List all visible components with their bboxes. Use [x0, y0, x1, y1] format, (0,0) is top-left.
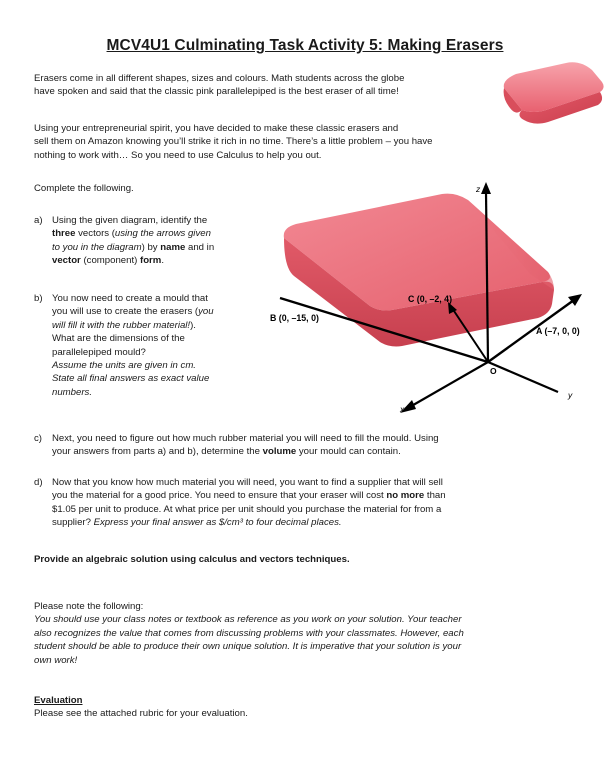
- label-b: B (0, –15, 0): [270, 313, 319, 323]
- part-c: Next, you need to figure out how much rubber material you will need to fill the mould. Using your answers from parts a) and b), determine the volume your mould can contain.: [52, 433, 439, 458]
- intro-line-1: Erasers come in all different shapes, sizes and colours. Math students across the globe: [34, 73, 405, 84]
- algebraic-solution-note: Provide an algebraic solution using calculus and vectors techniques.: [34, 554, 350, 565]
- eraser-vector-diagram: [262, 180, 610, 420]
- x-axis-label: x: [400, 404, 405, 414]
- small-eraser-image: [496, 60, 608, 128]
- part-d: Now that you know how much material you will need, you want to find a supplier that will sell you the material for a good price. You need to ensure that your eraser will cost no more than $1.05 per unit to produce. At what price per unit should you purchase the material for from a supplier? Express your final answer as $/cm³ to four decimal places.: [52, 477, 446, 529]
- label-a: A (–7, 0, 0): [536, 326, 580, 336]
- evaluation-heading: Evaluation: [34, 695, 83, 706]
- note-heading: Please note the following:: [34, 601, 144, 612]
- part-b-marker: b): [34, 293, 43, 304]
- spirit-line-1: Using your entrepreneurial spirit, you have decided to make these classic erasers and: [34, 123, 399, 134]
- label-c: C (0, –2, 4): [408, 294, 453, 304]
- origin-label: O: [490, 366, 497, 376]
- evaluation-text: Please see the attached rubric for your evaluation.: [34, 708, 248, 720]
- intro-line-2: have spoken and said that the classic pink parallelepiped is the best eraser of all time!: [34, 86, 399, 98]
- page-title: MCV4U1 Culminating Task Activity 5: Making Erasers: [106, 37, 504, 54]
- z-axis-arrow: [481, 182, 491, 194]
- y-axis-label: y: [568, 390, 573, 400]
- note-section: Please note the following: You should use your class notes or textbook as reference as you work on your solution. Your teacher also recognizes the value that comes from discussing problems with your classmates. However, each student should be able to produce their own unique solution. It is imperative that your solution is your own work!: [34, 600, 579, 667]
- part-a-marker: a): [34, 215, 43, 226]
- part-b: You now need to create a mould that you will use to create the erasers (you will fill it with the rubber material!). What are the dimensions of the parallelepiped mould? Assume the units are given in cm. State all final answers as exact value numbers.: [52, 293, 214, 398]
- z-axis-label: z: [476, 184, 481, 194]
- spirit-line-3: nothing to work with… So you need to use Calculus to help you out.: [34, 149, 322, 161]
- part-c-marker: c): [34, 433, 42, 444]
- spirit-line-2: sell them on Amazon knowing you’ll strike it rich in no time. There’s a little problem – you have: [34, 136, 433, 148]
- part-a: Using the given diagram, identify the three vectors (using the arrows given to you in the diagram) by name and in vector (component) form.: [52, 215, 215, 267]
- evaluation-section: [34, 694, 248, 721]
- complete-instruction: Complete the following.: [34, 183, 134, 194]
- part-d-marker: d): [34, 477, 43, 488]
